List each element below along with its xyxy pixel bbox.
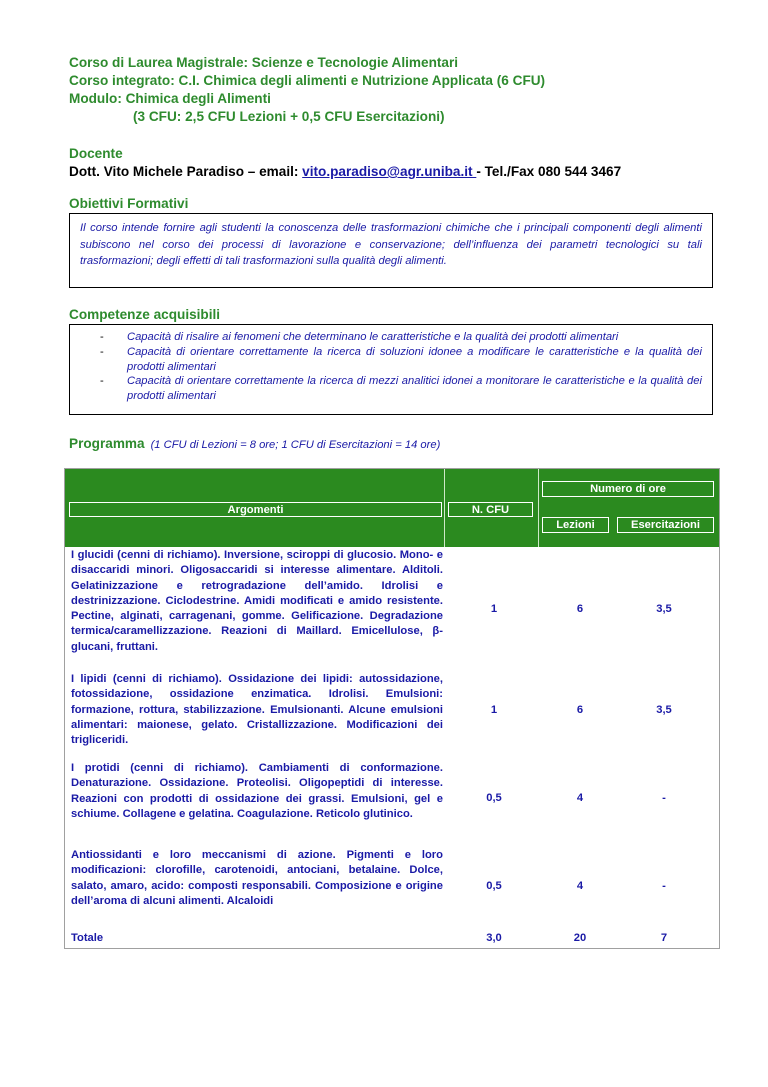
obiettivi-box (69, 213, 713, 288)
row-cfu: 0,5 (486, 792, 502, 804)
row-lezioni: 4 (576, 880, 584, 892)
docente-label: Docente (69, 146, 123, 161)
row-lezioni: 6 (576, 704, 584, 716)
course-header (69, 54, 719, 126)
row-topic: I glucidi (cenni di richiamo). Inversione, sciroppi di glucosio. Mono- e disaccaridi minori. Oligosaccaridi si interesse alimentare. Alditoli. Gelatinizzazione e retrogradazione dell’amido. Idrolisi e destrinizzazione. Ciclodestrine. Amidi modificati e amido resistente. Pectine, alginati, carragenani, gomme. Gelificazione. Degradazione termica/caramellizzazione. Reazioni di Maillard. Emicellulose, β-glucani, fruttani. (71, 549, 443, 653)
table-row (65, 671, 719, 761)
list-item: - Capacità di risalire ai fenomeni che determinano le caratteristiche e la qualità dei prodotti alimentari (100, 331, 619, 343)
header-numero-ore: Numero di ore (542, 481, 714, 497)
total-label: Totale (71, 932, 104, 944)
table-row (65, 847, 719, 925)
total-cfu: 3,0 (486, 932, 502, 944)
header-divider (444, 469, 445, 547)
header-esercitazioni: Esercitazioni (617, 517, 714, 533)
row-topic: I lipidi (cenni di richiamo). Ossidazione dei lipidi: autossidazione, fotossidazione, ossidazione enzimatica. Idrolisi. Emulsioni: formazione, rottura, stabilizzazione. Emulsionanti. Alcune emulsioni alimentari: maionese, gelato. Cristallizzazione. Modificazioni dei trigliceridi. (71, 673, 443, 747)
docente-line (69, 163, 729, 181)
row-cfu: 1 (490, 603, 498, 615)
docente-block (69, 145, 729, 181)
list-item: - Capacità di orientare correttamente la ricerca di mezzi analitici idonei a monitorare le caratteristiche e la qualità dei prodotti alimentari (100, 375, 702, 403)
row-topic: I protidi (cenni di richiamo). Cambiamenti di conformazione. Denaturazione. Ossidazione. Proteolisi. Oligopeptidi di interesse. Reazioni con prodotti di ossidazione dei grassi. Emulsioni, gel e schiume. Collagene e gelatina. Coagulazione. Reticolo glutinico. (71, 762, 443, 820)
course-cfu-line: (3 CFU: 2,5 CFU Lezioni + 0,5 CFU Esercitazioni) (133, 109, 445, 124)
header-ncfu: N. CFU (448, 502, 533, 517)
obiettivi-text: Il corso intende fornire agli studenti la conoscenza delle trasformazioni chimiche che i principali componenti degli alimenti subiscono nel corso dei processi di lavorazione e conservazione; dell’influenza dei parametri tecnologici su tali trasformazioni; degli effetti di tali trasformazioni sulla qualità degli alimenti. (80, 222, 702, 267)
docente-name: Dott. Vito Michele Paradiso – email: (69, 164, 303, 179)
total-lezioni: 20 (573, 932, 587, 944)
course-integrated-line: Corso integrato: C.I. Chimica degli alimenti e Nutrizione Applicata (6 CFU) (69, 73, 546, 88)
row-lezioni: 4 (576, 792, 584, 804)
header-argomenti: Argomenti (69, 502, 442, 517)
total-esercitazioni: 7 (660, 932, 668, 944)
table-header (65, 469, 719, 547)
list-item: - Capacità di orientare correttamente la ricerca di soluzioni idonee a modificare le caratteristiche e la qualità dei prodotti alimentari (100, 345, 702, 373)
course-degree-line: Corso di Laurea Magistrale: Scienze e Tecnologie Alimentari (69, 55, 459, 70)
header-lezioni: Lezioni (542, 517, 609, 533)
row-topic: Antiossidanti e loro meccanismi di azione. Pigmenti e loro modificazioni: clorofille, carotenoidi, antociani, betalaine. Dolce, salato, amaro, acido: composti responsabili. Composizione e origine dell’aroma di alcuni alimenti. Alcaloidi (71, 849, 443, 907)
row-cfu: 1 (490, 704, 498, 716)
docente-email-link[interactable]: vito.paradiso@agr.uniba.it (302, 164, 477, 179)
competenze-title: Competenze acquisibili (69, 307, 220, 325)
table-row (65, 547, 719, 670)
row-esercitazioni: 3,5 (656, 704, 672, 716)
row-esercitazioni: - (662, 880, 666, 892)
header-divider (538, 469, 539, 547)
row-lezioni: 6 (576, 603, 584, 615)
programma-note: (1 CFU di Lezioni = 8 ore; 1 CFU di Esercitazioni = 14 ore) (150, 439, 441, 451)
programma-heading (69, 436, 440, 451)
table-total-row (65, 931, 719, 947)
competenze-box (69, 324, 713, 415)
row-esercitazioni: - (662, 792, 666, 804)
program-table (64, 468, 720, 949)
row-esercitazioni: 3,5 (656, 603, 672, 615)
competenze-list (100, 330, 702, 404)
course-module-line: Modulo: Chimica degli Alimenti (69, 91, 271, 106)
docente-tel: - Tel./Fax 080 544 3467 (476, 164, 622, 179)
programma-title: Programma (69, 436, 145, 451)
table-row (65, 760, 719, 844)
row-cfu: 0,5 (486, 880, 502, 892)
obiettivi-title: Obiettivi Formativi (69, 196, 188, 214)
